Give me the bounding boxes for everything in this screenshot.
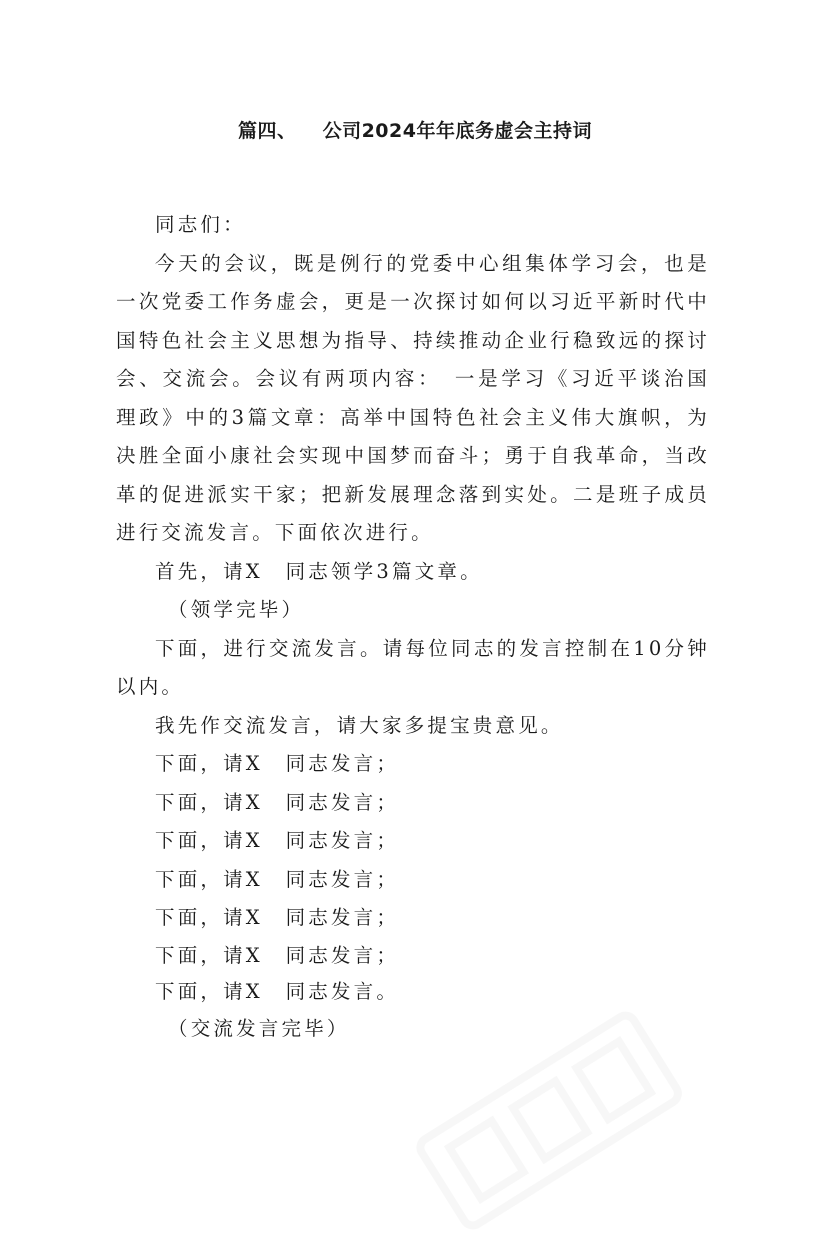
speaker-line: 下面，请X 同志发言；	[155, 829, 400, 852]
speaker-line: 下面，请X 同志发言；	[155, 790, 400, 814]
speaker-line: 下面，请X 同志发言；	[155, 906, 400, 929]
speaker-line: 下面，请X 同志发言；	[155, 943, 400, 967]
note-speech-complete: （交流发言完毕）	[168, 1016, 350, 1040]
speaker-line: 下面，请X 同志发言；	[155, 752, 400, 775]
note-study-complete: （领学完毕）	[168, 598, 305, 621]
speaker-line: 下面，请X 同志发言；	[155, 867, 400, 891]
speaker-line: 下面，请X 同志发言。	[155, 979, 400, 1003]
paragraph-host-speech: 我先作交流发言，请大家多提宝贵意见。	[155, 713, 564, 737]
document-title	[0, 116, 830, 143]
salutation: 同志们：	[155, 213, 246, 236]
opening-paragraph: 今天的会议，既是例行的党委中心组集体学习会，也是一次党委工作务虚会，更是一次探讨如何以习近平新时代中国特色社会主义思想为指导、持续推动企业行稳致远的探讨会、交流会。会议有两项内容： 一是学习《习近平谈治国理政》中的3篇文章：高举中国特色社会主义伟大旗帜，为决胜全面小康社会实现中国梦而奋斗；勇于自我革命，当改革的促进派实干家；把新发展理念落到实处。二是班子成员进行交流发言。下面依次进行。	[116, 251, 710, 544]
paragraph-speech-rules: 下面，进行交流发言。请每位同志的发言控制在10分钟以内。	[116, 636, 710, 698]
title-text: 公司2024年年底务虚会主持词	[322, 120, 592, 142]
paragraph-study-lead: 首先，请X 同志领学3篇文章。	[155, 559, 483, 583]
title-prefix: 篇四、	[238, 120, 297, 142]
document-body	[116, 206, 710, 1048]
